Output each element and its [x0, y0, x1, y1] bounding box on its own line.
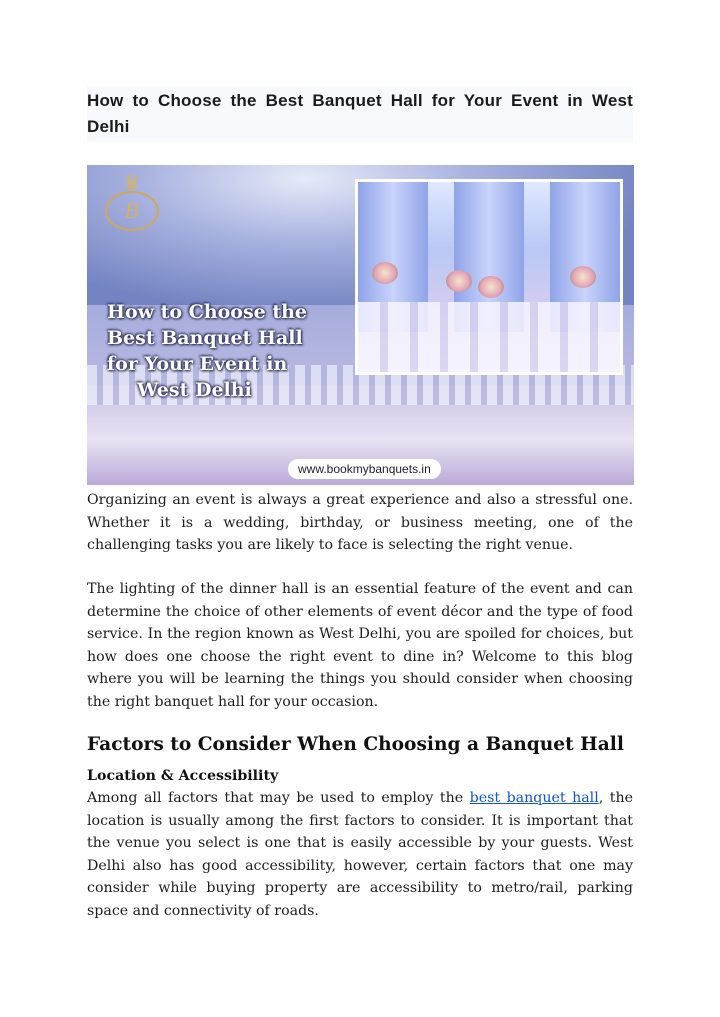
hero-inset-photo	[355, 179, 623, 375]
brand-logo	[99, 170, 165, 235]
subheading-location: Location & Accessibility	[87, 768, 279, 784]
page-title: How to Choose the Best Banquet Hall for Your Event in West Delhi	[87, 91, 633, 136]
flower-centerpiece	[478, 276, 504, 298]
paragraph-location	[87, 787, 633, 922]
hero-image	[87, 165, 634, 485]
tables	[358, 302, 620, 372]
flower-centerpiece	[570, 266, 596, 288]
paragraph-intro: Organizing an event is always a great experience and also a stressful one. Whether it is a wedding, birthday, or business meeting, one of the challenging tasks you are likely to face is selecting the right venue.	[87, 492, 633, 553]
paragraph-lighting: The lighting of the dinner hall is an essential feature of the event and can determine the choice of other elements of event décor and the type of food service. In the region known as West Delhi, you are spoiled for choices, but how does one choose the right event to dine in? Welcome to this blog where you will be learning the things you should consider when choosing the right banquet hall for your occasion.	[87, 581, 633, 710]
overlay-line: for Your Event in	[107, 353, 288, 375]
overlay-line: West Delhi	[137, 379, 252, 401]
flower-centerpiece	[372, 262, 398, 284]
best-banquet-hall-link[interactable]: best banquet hall	[469, 790, 599, 806]
logo-monogram: B	[105, 191, 159, 231]
overlay-line: How to Choose the	[107, 301, 308, 323]
paragraph-text: , the location is usually among the first factors to consider. It is important that the venue you select is one that is easily accessible by your guests. West Delhi also has good accessibility, however, certain factors that one may consider while buying property are accessibility to metro/rail, parking space and connectivity of roads.	[87, 790, 633, 919]
hero-overlay-title	[107, 299, 347, 403]
overlay-line: Best Banquet Hall	[107, 327, 303, 349]
flower-centerpiece	[446, 270, 472, 292]
hero-url: www.bookmybanquets.in	[288, 459, 441, 479]
paragraph-text: Among all factors that may be used to employ the	[87, 790, 470, 806]
crown-icon: ♛	[123, 170, 141, 194]
section-heading: Factors to Consider When Choosing a Banquet Hall	[87, 734, 624, 755]
